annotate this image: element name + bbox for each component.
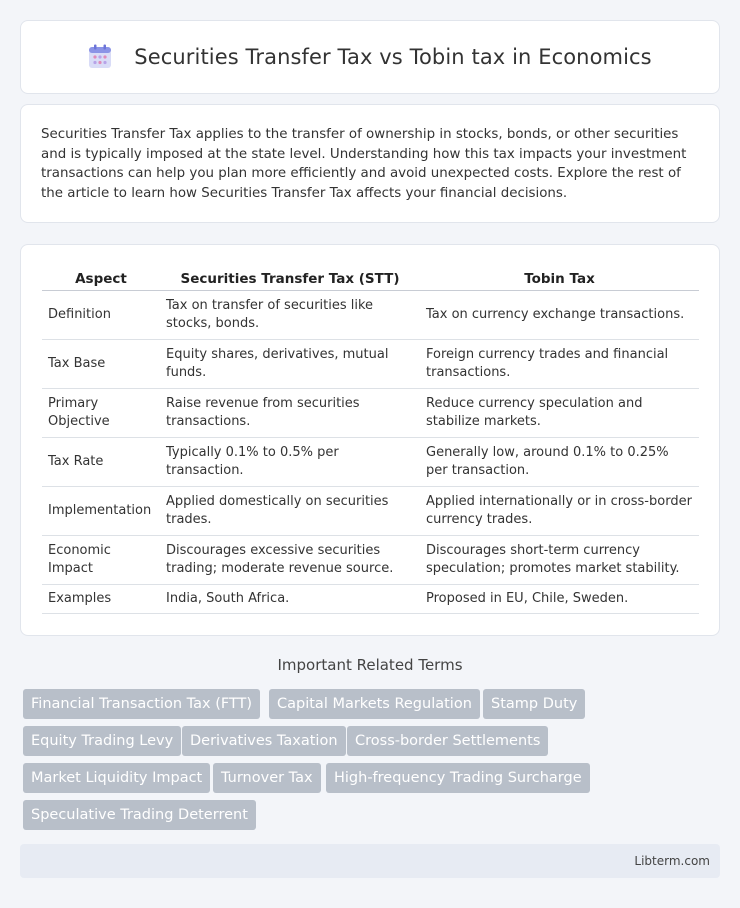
row-stt: Equity shares, derivatives, mutual funds. — [160, 339, 420, 388]
comparison-table — [42, 265, 699, 614]
row-aspect: Definition — [42, 290, 160, 339]
row-tobin: Foreign currency trades and financial transactions. — [420, 339, 699, 388]
row-stt: Discourages excessive securities trading; moderate revenue source. — [160, 535, 420, 584]
header-tobin: Tobin Tax — [420, 265, 699, 290]
related-term-tag[interactable]: High-frequency Trading Surcharge — [326, 763, 590, 793]
related-terms-title: Important Related Terms — [277, 656, 463, 674]
row-tobin: Reduce currency speculation and stabilize markets. — [420, 388, 699, 437]
calendar-icon — [88, 44, 112, 70]
row-aspect: Tax Rate — [42, 437, 160, 486]
related-term-tag[interactable]: Cross-border Settlements — [347, 726, 548, 756]
related-term-tag[interactable]: Speculative Trading Deterrent — [23, 800, 256, 830]
table-row — [42, 388, 699, 437]
intro-text: Securities Transfer Tax applies to the transfer of ownership in stocks, bonds, or other securities and is typically imposed at the state level. Understanding how this tax impacts your investment transactions can help you plan more efficiently and avoid unexpected costs. Explore the rest of the article to learn how Securities Transfer Tax affects your financial decisions. — [41, 127, 687, 201]
related-term-tag[interactable]: Stamp Duty — [483, 689, 585, 719]
intro-card — [20, 104, 720, 223]
comparison-table-card — [20, 244, 720, 636]
footer — [20, 844, 720, 878]
row-aspect: Tax Base — [42, 339, 160, 388]
related-term-tag[interactable]: Capital Markets Regulation — [269, 689, 480, 719]
row-stt: Applied domestically on securities trades. — [160, 486, 420, 535]
table-row — [42, 290, 699, 339]
row-stt: Raise revenue from securities transactions. — [160, 388, 420, 437]
table-row — [42, 535, 699, 584]
row-tobin: Applied internationally or in cross-border currency trades. — [420, 486, 699, 535]
related-term-tag[interactable]: Derivatives Taxation — [182, 726, 346, 756]
related-term-tag[interactable]: Financial Transaction Tax (FTT) — [23, 689, 260, 719]
table-header-row — [42, 265, 699, 290]
table-row — [42, 584, 699, 613]
row-tobin: Proposed in EU, Chile, Sweden. — [420, 584, 699, 613]
row-tobin: Tax on currency exchange transactions. — [420, 290, 699, 339]
row-tobin: Generally low, around 0.1% to 0.25% per transaction. — [420, 437, 699, 486]
table-row — [42, 339, 699, 388]
row-tobin: Discourages short-term currency speculation; promotes market stability. — [420, 535, 699, 584]
footer-site-link[interactable]: Libterm.com — [634, 854, 710, 868]
related-term-tag[interactable]: Market Liquidity Impact — [23, 763, 210, 793]
related-term-tag[interactable]: Turnover Tax — [213, 763, 321, 793]
row-aspect: Implementation — [42, 486, 160, 535]
row-aspect: Primary Objective — [42, 388, 160, 437]
page-title: Securities Transfer Tax vs Tobin tax in Economics — [134, 45, 652, 69]
row-aspect: Economic Impact — [42, 535, 160, 584]
table-row — [42, 437, 699, 486]
row-stt: Tax on transfer of securities like stocks, bonds. — [160, 290, 420, 339]
related-term-tag[interactable]: Equity Trading Levy — [23, 726, 181, 756]
table-row — [42, 486, 699, 535]
row-aspect: Examples — [42, 584, 160, 613]
header-aspect: Aspect — [42, 265, 160, 290]
row-stt: India, South Africa. — [160, 584, 420, 613]
header-stt: Securities Transfer Tax (STT) — [160, 265, 420, 290]
row-stt: Typically 0.1% to 0.5% per transaction. — [160, 437, 420, 486]
header-card — [20, 20, 720, 94]
